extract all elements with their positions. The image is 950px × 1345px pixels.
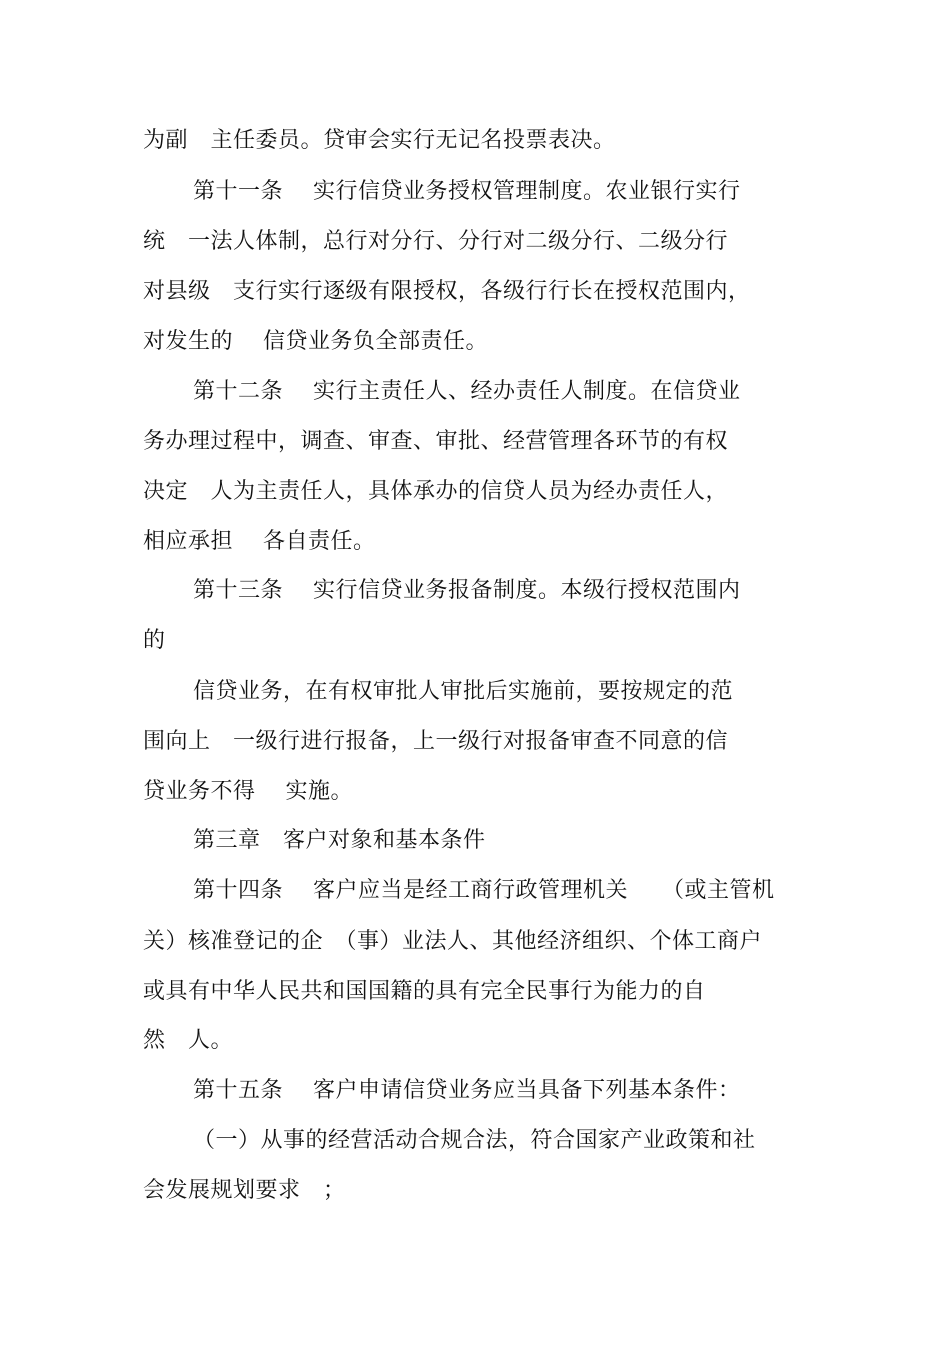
list-item-1-line: （一）从事的经营活动合规合法，符合国家产业政策和社: [193, 1128, 756, 1153]
text-line: 的: [143, 628, 166, 653]
chapter-3-heading: 第三章 客户对象和基本条件: [193, 828, 486, 853]
text-line: 统 一法人体制，总行对分行、分行对二级分行、二级分行: [143, 229, 729, 254]
article-15-heading-line: 第十五条 客户申请信贷业务应当具备下列基本条件：: [193, 1078, 741, 1103]
article-14-heading-line: 第十四条 客户应当是经工商行政管理机关 （或主管机: [193, 878, 775, 903]
text-line: 为副 主任委员。贷审会实行无记名投票表决。: [143, 128, 616, 153]
text-line: 信贷业务，在有权审批人审批后实施前，要按规定的范: [193, 679, 734, 704]
text-line: 贷业务不得 实施。: [143, 779, 353, 804]
text-line: 相应承担 各自责任。: [143, 529, 376, 554]
article-12-heading-line: 第十二条 实行主责任人、经办责任人制度。在信贷业: [193, 379, 741, 404]
text-line: 会发展规划要求 ；: [143, 1178, 346, 1203]
text-line: 关）核准登记的企 （事）业法人、其他经济组织、个体工商户: [143, 929, 763, 954]
article-11-heading-line: 第十一条 实行信贷业务授权管理制度。农业银行实行: [193, 179, 741, 204]
text-line: 对县级 支行实行逐级有限授权，各级行行长在授权范围内，: [143, 279, 751, 304]
article-13-heading-line: 第十三条 实行信贷业务报备制度。本级行授权范围内: [193, 578, 741, 603]
text-line: 对发生的 信贷业务负全部责任。: [143, 329, 488, 354]
text-line: 或具有中华人民共和国国籍的具有完全民事行为能力的自: [143, 979, 706, 1004]
text-line: 务办理过程中，调查、审查、审批、经营管理各环节的有权: [143, 429, 729, 454]
text-line: 然 人。: [143, 1028, 234, 1053]
text-line: 决定 人为主责任人，具体承办的信贷人员为经办责任人，: [143, 479, 729, 504]
text-line: 围向上 一级行进行报备，上一级行对报备审查不同意的信: [143, 729, 729, 754]
